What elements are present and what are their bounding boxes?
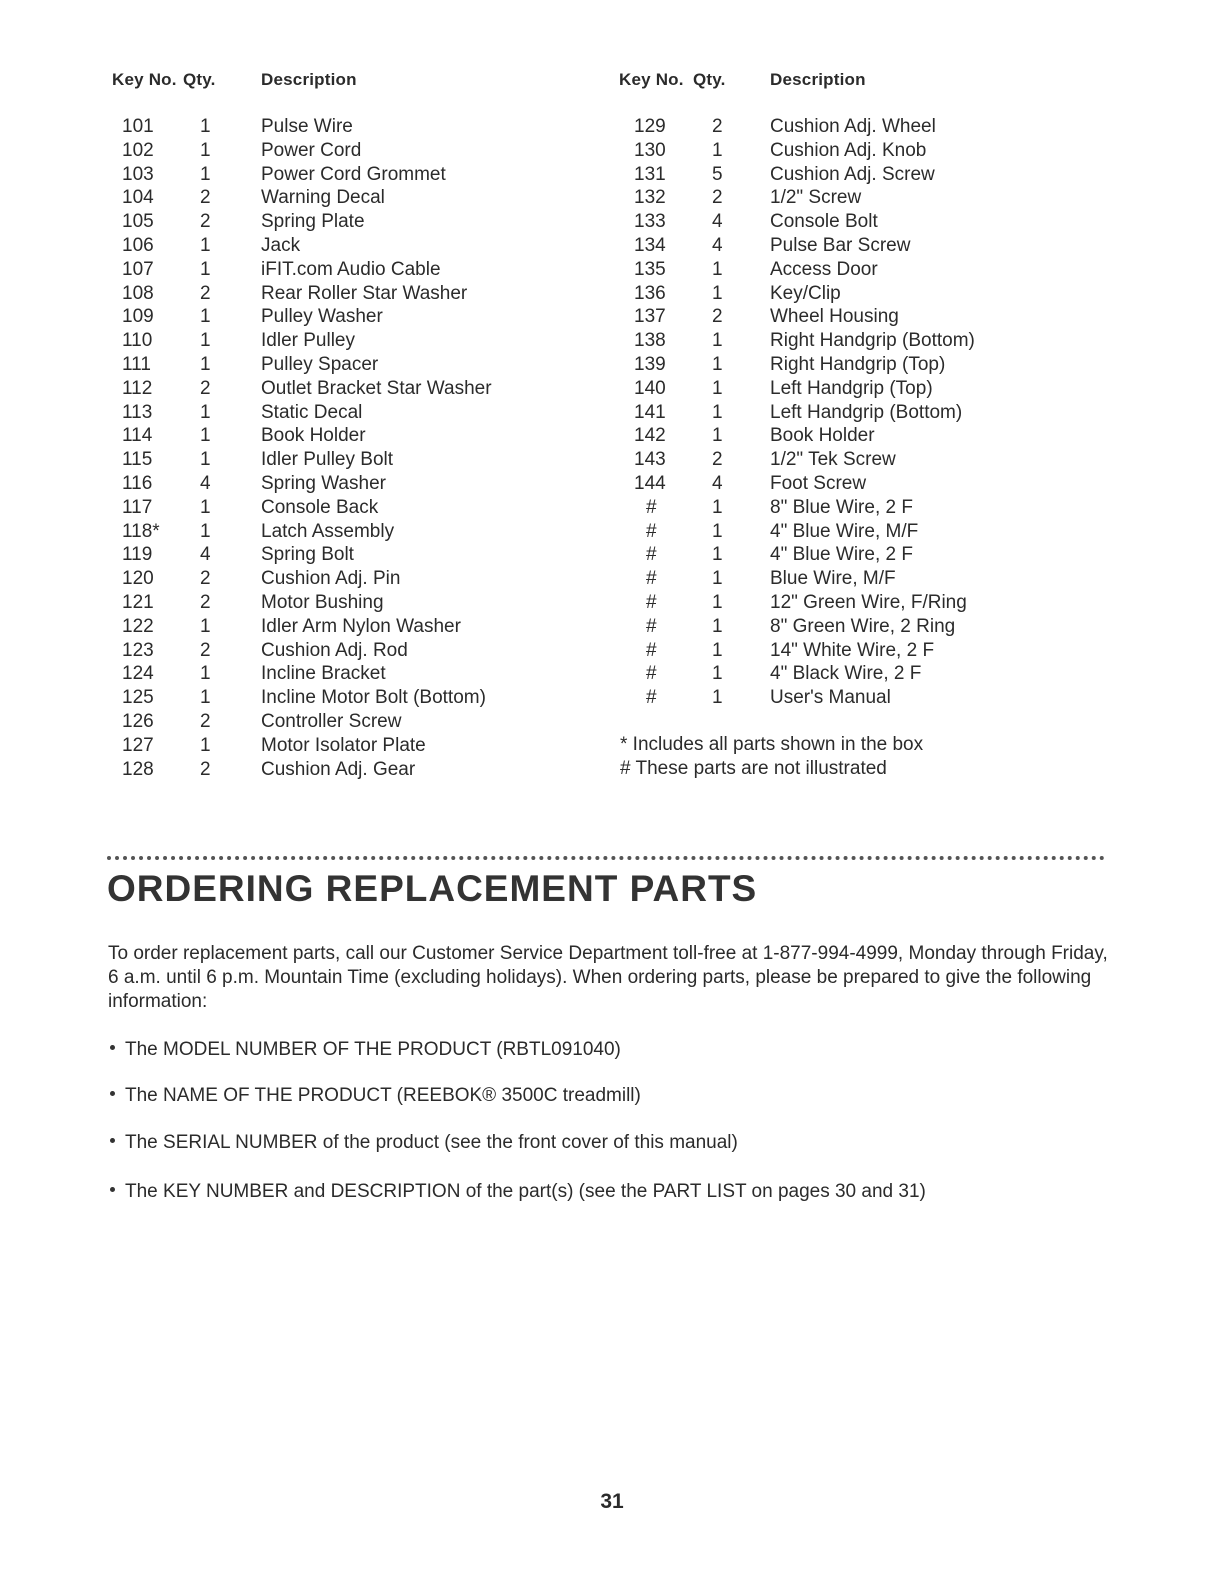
part-key-number: 110 xyxy=(122,330,153,352)
part-key-number: 126 xyxy=(122,710,154,732)
part-key-number: 139 xyxy=(634,353,666,375)
part-quantity: 1 xyxy=(712,401,723,423)
part-description: Cushion Adj. Screw xyxy=(770,163,935,185)
part-description: Idler Arm Nylon Washer xyxy=(261,615,461,637)
part-description: Incline Motor Bolt (Bottom) xyxy=(261,687,486,709)
part-key-number: 103 xyxy=(122,163,154,185)
part-quantity: 1 xyxy=(200,163,211,185)
part-quantity: 1 xyxy=(200,449,211,471)
part-description: Latch Assembly xyxy=(261,520,395,542)
part-key-number: 101 xyxy=(122,116,154,137)
part-quantity: 1 xyxy=(200,401,211,423)
part-quantity: 1 xyxy=(200,520,211,542)
part-quantity: 4 xyxy=(200,544,211,566)
header-qty-right: Qty. xyxy=(693,70,726,89)
part-quantity: 1 xyxy=(712,687,723,709)
part-description: User's Manual xyxy=(770,687,891,709)
part-description: 4" Blue Wire, 2 F xyxy=(770,544,913,566)
part-key-number: 128 xyxy=(122,758,154,780)
part-quantity: 2 xyxy=(200,377,211,399)
part-description: Left Handgrip (Top) xyxy=(770,377,933,399)
part-quantity: 1 xyxy=(200,234,211,256)
part-description: Incline Bracket xyxy=(261,663,386,685)
part-description: Pulse Bar Screw xyxy=(770,234,911,256)
part-description: Motor Isolator Plate xyxy=(261,734,426,756)
note-included: * Includes all parts shown in the box xyxy=(620,734,924,755)
part-description: Idler Pulley xyxy=(261,330,355,352)
part-quantity: 2 xyxy=(200,282,211,304)
part-quantity: 1 xyxy=(712,615,723,637)
part-description: Cushion Adj. Rod xyxy=(261,639,408,661)
part-quantity: 1 xyxy=(712,591,723,613)
header-qty-left: Qty. xyxy=(183,70,216,89)
part-description: Wheel Housing xyxy=(770,306,899,328)
part-quantity: 1 xyxy=(200,496,211,518)
part-quantity: 2 xyxy=(712,306,723,328)
part-description: Right Handgrip (Top) xyxy=(770,353,946,375)
part-key-number: # xyxy=(646,615,657,637)
part-description: Pulley Spacer xyxy=(261,353,379,375)
part-quantity: 1 xyxy=(200,116,211,137)
part-quantity: 1 xyxy=(200,734,211,756)
part-quantity: 2 xyxy=(200,639,211,661)
part-quantity: 1 xyxy=(712,663,723,685)
part-description: Book Holder xyxy=(770,425,875,447)
part-description: Idler Pulley Bolt xyxy=(261,449,394,471)
part-description: Access Door xyxy=(770,258,878,280)
part-description: Console Bolt xyxy=(770,211,878,233)
part-quantity: 1 xyxy=(200,139,211,161)
part-quantity: 1 xyxy=(200,615,211,637)
part-key-number: 130 xyxy=(634,139,666,161)
part-quantity: 1 xyxy=(712,544,723,566)
part-quantity: 1 xyxy=(200,330,211,352)
part-key-number: 137 xyxy=(634,306,666,328)
part-quantity: 2 xyxy=(200,591,211,613)
part-quantity: 2 xyxy=(200,758,211,780)
part-key-number: 123 xyxy=(122,639,154,661)
part-quantity: 2 xyxy=(200,568,211,590)
part-key-number: 125 xyxy=(122,687,154,709)
part-key-number: 143 xyxy=(634,449,666,471)
part-quantity: 2 xyxy=(712,449,723,471)
part-description: Foot Screw xyxy=(770,472,867,494)
part-quantity: 5 xyxy=(712,163,723,185)
part-description: 1/2" Screw xyxy=(770,187,862,209)
part-description: 8" Blue Wire, 2 F xyxy=(770,496,913,518)
ordering-intro: To order replacement parts, call our Customer Service Department toll-free at 1-877-994-4999, Monday through Friday, 6 a.m. until 6 p.m. Mountain Time (excluding holidays). When ordering parts, please be prepared to give the following information: xyxy=(108,943,1108,1012)
part-key-number: 140 xyxy=(634,377,666,399)
part-key-number: 120 xyxy=(122,568,154,590)
part-description: Key/Clip xyxy=(770,282,841,304)
part-key-number: 111 xyxy=(122,353,151,375)
part-description: Console Back xyxy=(261,496,379,518)
part-description: iFIT.com Audio Cable xyxy=(261,258,441,280)
part-description: 8" Green Wire, 2 Ring xyxy=(770,615,956,637)
part-key-number: 144 xyxy=(634,472,666,494)
part-description: Right Handgrip (Bottom) xyxy=(770,330,975,352)
part-key-number: # xyxy=(646,496,657,518)
part-key-number: 113 xyxy=(122,401,153,423)
part-quantity: 4 xyxy=(200,472,211,494)
part-description: Spring Bolt xyxy=(261,544,354,566)
part-key-number: 135 xyxy=(634,258,666,280)
part-key-number: 142 xyxy=(634,425,666,447)
part-key-number: 106 xyxy=(122,234,154,256)
part-key-number: 129 xyxy=(634,116,666,137)
part-quantity: 2 xyxy=(200,211,211,233)
part-quantity: 2 xyxy=(712,187,723,209)
part-description: Cushion Adj. Pin xyxy=(261,568,401,590)
part-quantity: 1 xyxy=(200,425,211,447)
part-quantity: 1 xyxy=(200,306,211,328)
part-description: Spring Plate xyxy=(261,211,365,233)
part-key-number: 124 xyxy=(122,663,154,685)
part-quantity: 1 xyxy=(712,568,723,590)
part-key-number: 102 xyxy=(122,139,154,161)
part-quantity: 1 xyxy=(712,139,723,161)
part-quantity: 4 xyxy=(712,211,723,233)
part-quantity: 4 xyxy=(712,472,723,494)
part-key-number: 141 xyxy=(634,401,666,423)
part-key-number: 114 xyxy=(122,425,153,447)
bullet-text: The SERIAL NUMBER of the product (see the front cover of this manual) xyxy=(125,1132,738,1153)
part-quantity: 4 xyxy=(712,234,723,256)
page-number: 31 xyxy=(600,1490,624,1513)
part-quantity: 1 xyxy=(200,258,211,280)
part-quantity: 1 xyxy=(200,687,211,709)
part-key-number: 116 xyxy=(122,472,153,494)
part-description: Warning Decal xyxy=(261,187,385,209)
part-quantity: 2 xyxy=(200,187,211,209)
bullet-text: The MODEL NUMBER OF THE PRODUCT (RBTL091040) xyxy=(125,1039,621,1060)
part-description: Outlet Bracket Star Washer xyxy=(261,377,492,399)
part-description: 4" Blue Wire, M/F xyxy=(770,520,919,542)
part-description: Cushion Adj. Wheel xyxy=(770,116,936,137)
part-quantity: 1 xyxy=(712,639,723,661)
part-description: 1/2" Tek Screw xyxy=(770,449,896,471)
part-quantity: 2 xyxy=(200,710,211,732)
part-key-number: 117 xyxy=(122,496,153,518)
part-description: Jack xyxy=(261,234,301,256)
part-quantity: 1 xyxy=(712,353,723,375)
part-key-number: # xyxy=(646,568,657,590)
part-key-number: 134 xyxy=(634,234,666,256)
part-key-number: 107 xyxy=(122,258,154,280)
part-description: Left Handgrip (Bottom) xyxy=(770,401,963,423)
part-key-number: 112 xyxy=(122,377,153,399)
part-description: Rear Roller Star Washer xyxy=(261,282,468,304)
part-quantity: 2 xyxy=(712,116,723,137)
part-description: Static Decal xyxy=(261,401,363,423)
part-key-number: 131 xyxy=(634,163,666,185)
part-description: Power Cord xyxy=(261,139,362,161)
bullet-product-name xyxy=(110,1084,641,1108)
part-quantity: 1 xyxy=(712,330,723,352)
part-key-number: 121 xyxy=(122,591,154,613)
part-description: 12" Green Wire, F/Ring xyxy=(770,591,967,613)
bullet-key-number xyxy=(110,1180,926,1204)
part-description: Cushion Adj. Gear xyxy=(261,758,416,780)
part-description: Pulse Wire xyxy=(261,116,353,137)
part-description: Spring Washer xyxy=(261,472,386,494)
part-key-number: 109 xyxy=(122,306,154,328)
part-key-number: 132 xyxy=(634,187,666,209)
part-key-number: 105 xyxy=(122,211,154,233)
bullet-model-number xyxy=(110,1038,621,1062)
section-divider xyxy=(107,856,1105,860)
bullet-text: The KEY NUMBER and DESCRIPTION of the part(s) (see the PART LIST on pages 30 and 31) xyxy=(125,1181,926,1202)
part-key-number: 136 xyxy=(634,282,666,304)
part-description: Controller Screw xyxy=(261,710,402,732)
part-key-number: 127 xyxy=(122,734,154,756)
bullet-icon xyxy=(110,1138,115,1143)
part-description: Blue Wire, M/F xyxy=(770,568,896,590)
header-description-right: Description xyxy=(770,70,866,89)
part-description: Motor Bushing xyxy=(261,591,384,613)
header-description-left: Description xyxy=(261,70,357,89)
part-key-number: # xyxy=(646,663,657,685)
part-quantity: 1 xyxy=(712,496,723,518)
part-key-number: # xyxy=(646,687,657,709)
part-description: Cushion Adj. Knob xyxy=(770,139,927,161)
bullet-text: The NAME OF THE PRODUCT (REEBOK® 3500C treadmill) xyxy=(125,1085,641,1106)
part-key-number: # xyxy=(646,520,657,542)
part-key-number: 104 xyxy=(122,187,154,209)
part-description: 4" Black Wire, 2 F xyxy=(770,663,922,685)
bullet-icon xyxy=(110,1091,115,1096)
part-quantity: 1 xyxy=(200,663,211,685)
part-quantity: 1 xyxy=(712,425,723,447)
part-key-number: 115 xyxy=(122,449,153,471)
part-quantity: 1 xyxy=(712,520,723,542)
part-quantity: 1 xyxy=(712,282,723,304)
part-description: Pulley Washer xyxy=(261,306,383,328)
note-not-illustrated: # These parts are not illustrated xyxy=(620,758,887,779)
part-key-number: 133 xyxy=(634,211,666,233)
part-description: 14" White Wire, 2 F xyxy=(770,639,935,661)
part-key-number: 108 xyxy=(122,282,154,304)
part-quantity: 1 xyxy=(200,353,211,375)
part-quantity: 1 xyxy=(712,258,723,280)
part-key-number: # xyxy=(646,544,657,566)
part-description: Book Holder xyxy=(261,425,366,447)
part-key-number: # xyxy=(646,591,657,613)
part-description: Power Cord Grommet xyxy=(261,163,446,185)
part-key-number: 118* xyxy=(122,520,160,542)
bullet-icon xyxy=(110,1045,115,1050)
part-key-number: 122 xyxy=(122,615,154,637)
section-title: ORDERING REPLACEMENT PARTS xyxy=(107,868,758,909)
header-key-no-right: Key No. xyxy=(619,70,684,89)
bullet-icon xyxy=(110,1187,115,1192)
part-quantity: 1 xyxy=(712,377,723,399)
header-key-no-left: Key No. xyxy=(112,70,177,89)
part-key-number: 119 xyxy=(122,544,153,566)
part-key-number: # xyxy=(646,639,657,661)
bullet-serial-number xyxy=(110,1131,738,1155)
part-key-number: 138 xyxy=(634,330,666,352)
